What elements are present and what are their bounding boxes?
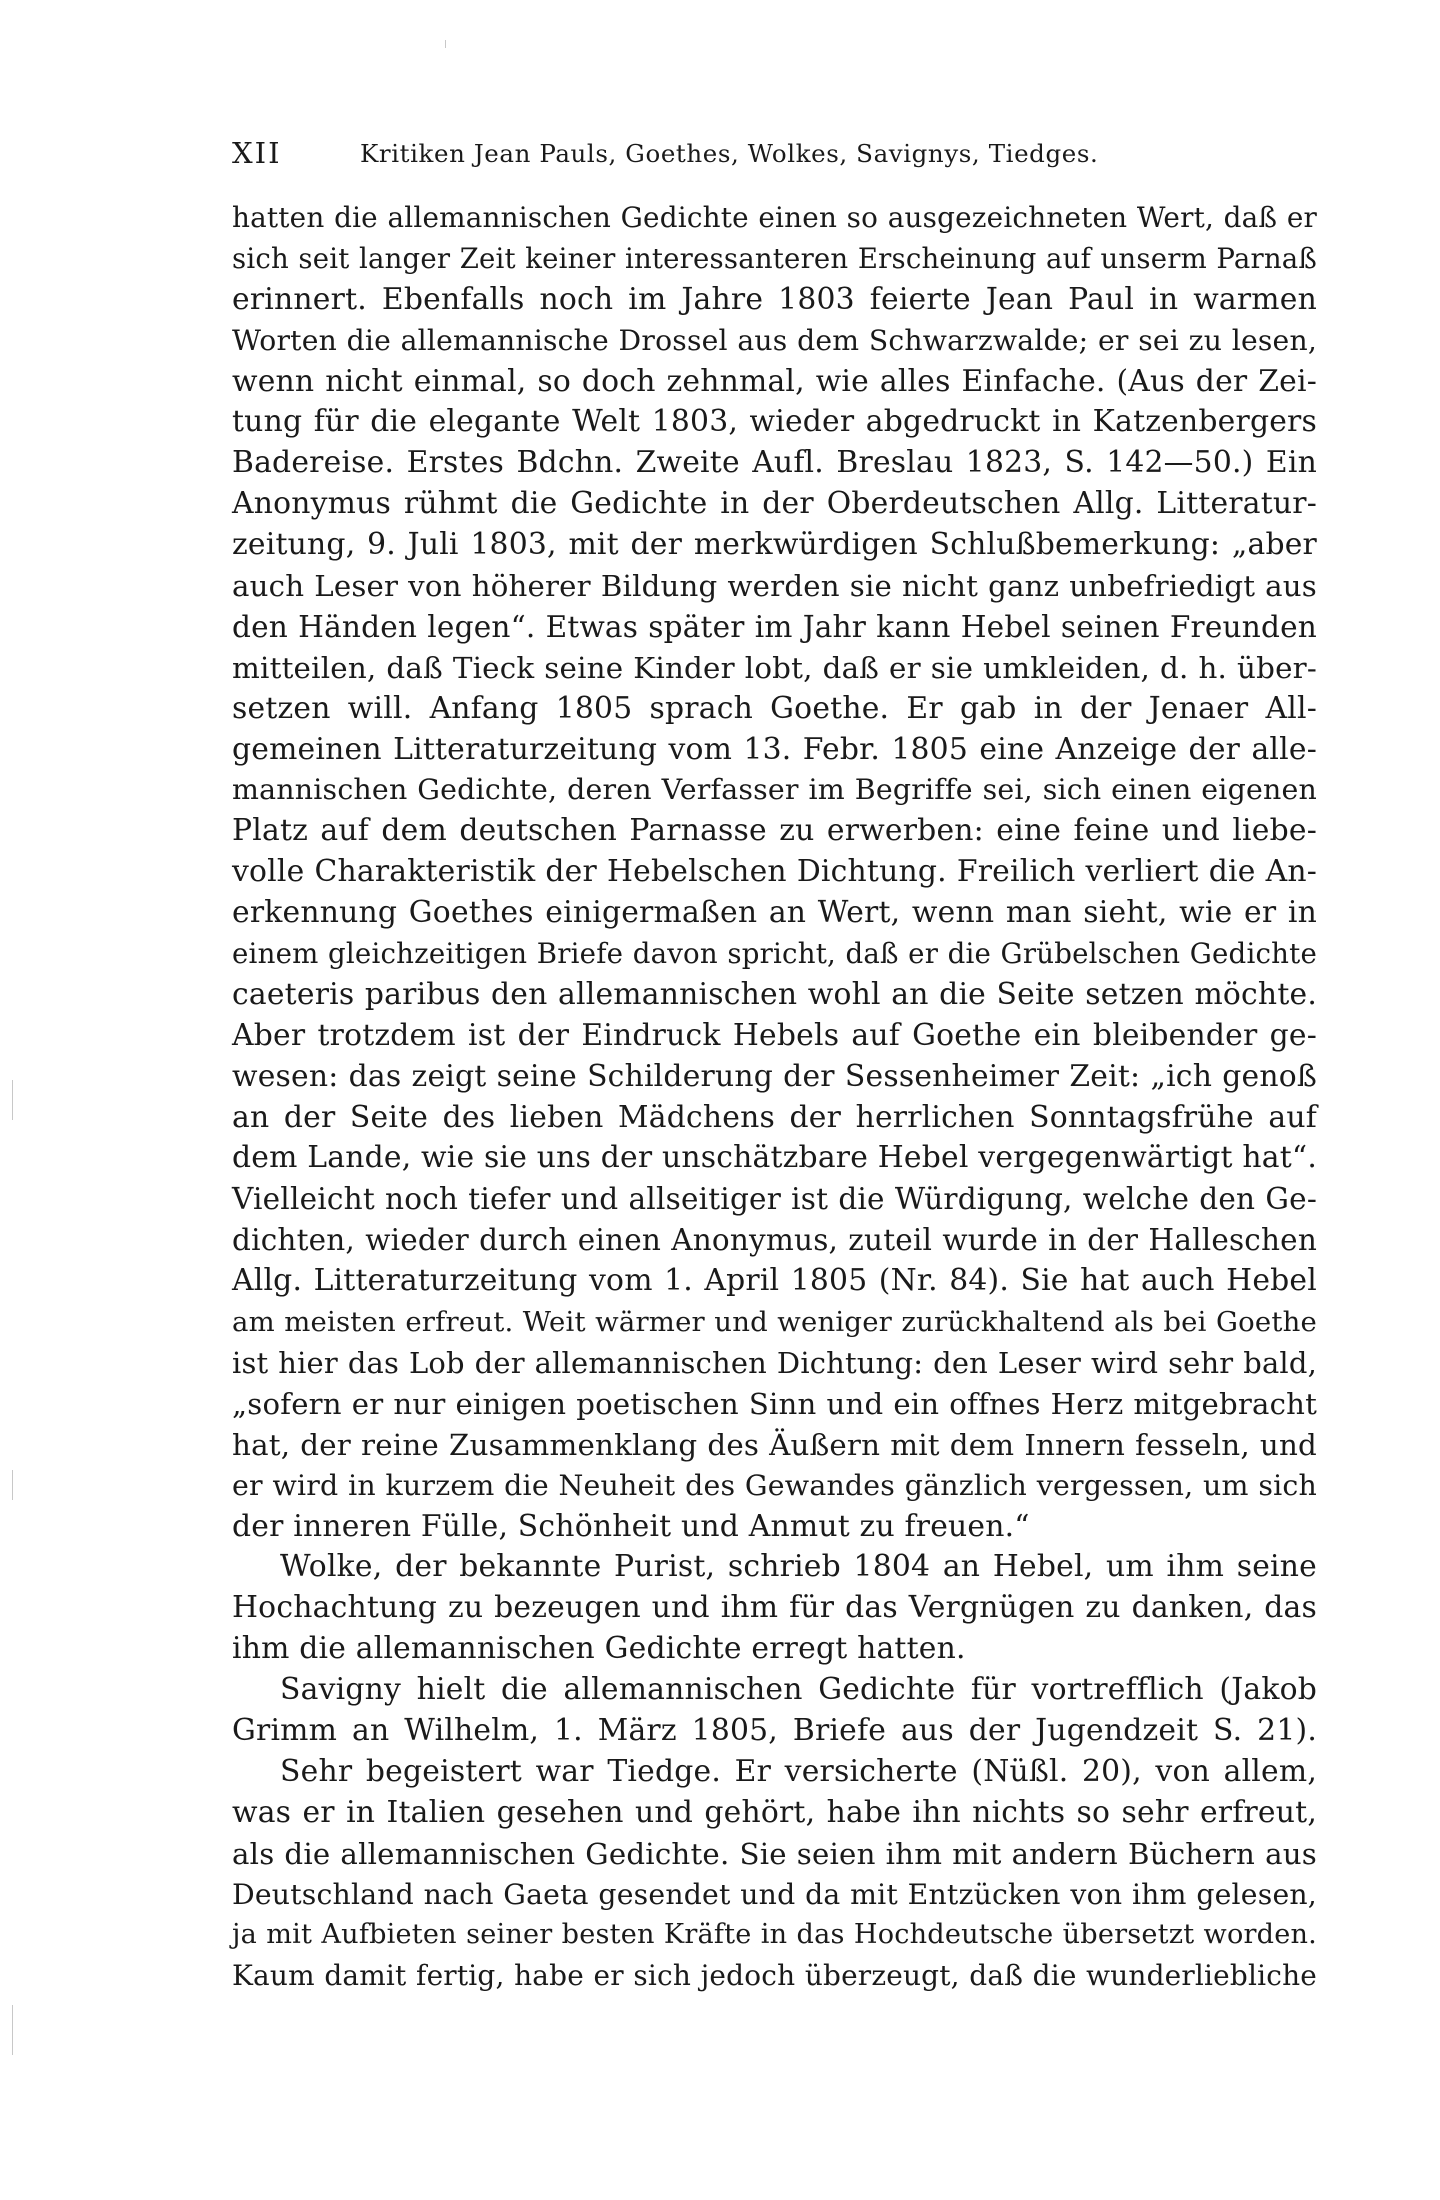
text-line: hatten die allemannischen Gedichte einen so ausgezeichneten Wert, daß er bbox=[232, 201, 1317, 234]
text-line: Badereise. Erstes Bdchn. Zweite Aufl. Breslau 1823, S. 142—50.) Ein bbox=[232, 445, 1317, 481]
page-number: XII bbox=[232, 136, 282, 170]
text-line: Allg. Litteraturzeitung vom 1. April 1805 (Nr. 84). Sie hat auch Hebel bbox=[232, 1263, 1317, 1299]
text-line: sich seit langer Zeit keiner interessanteren Erscheinung auf unserm Parnaß bbox=[232, 242, 1317, 275]
text-line: zeitung, 9. Juli 1803, mit der merkwürdigen Schlußbemerkung: „aber bbox=[232, 527, 1317, 563]
text-line: mannischen Gedichte, deren Verfasser im Begriffe sei, sich einen eigenen bbox=[232, 773, 1317, 807]
text-line: den Händen legen“. Etwas später im Jahr kann Hebel seinen Freunden bbox=[232, 609, 1317, 644]
text-line: einem gleichzeitigen Briefe davon spricht, daß er die Grübelschen Gedichte bbox=[232, 937, 1317, 971]
text-line: dichten, wieder durch einen Anonymus, zuteil wurde in der Halleschen bbox=[232, 1223, 1317, 1258]
paragraph-end-line: der inneren Fülle, Schönheit und Anmut zu freuen.“ bbox=[232, 1508, 1030, 1544]
text-line: als die allemannischen Gedichte. Sie seien ihm mit andern Büchern aus bbox=[232, 1836, 1317, 1871]
scan-margin-mark bbox=[12, 1080, 13, 1120]
text-line: wesen: das zeigt seine Schilderung der Sessenheimer Zeit: „ich genoß bbox=[232, 1058, 1317, 1094]
text-line: Worten die allemannische Drossel aus dem Schwarzwalde; er sei zu lesen, bbox=[232, 323, 1317, 357]
running-title: Kritiken Jean Pauls, Goethes, Wolkes, Savignys, Tiedges. bbox=[360, 139, 1099, 168]
text-line: „sofern er nur einigen poetischen Sinn und ein offnes Herz mitgebracht bbox=[232, 1386, 1317, 1421]
paragraph-start-line: Sehr begeistert war Tiedge. Er versicherte (Nüßl. 20), von allem, bbox=[280, 1753, 1317, 1789]
running-head bbox=[232, 136, 1317, 172]
body-text bbox=[232, 198, 1317, 1997]
text-line: wenn nicht einmal, so doch zehnmal, wie alles Einfache. (Aus der Zei- bbox=[232, 363, 1317, 399]
paragraph-start-line: Wolke, der bekannte Purist, schrieb 1804 an Hebel, um ihm seine bbox=[280, 1549, 1317, 1585]
text-line: Kaum damit fertig, habe er sich jedoch überzeugt, daß die wunderliebliche bbox=[232, 1959, 1317, 1993]
text-line: dem Lande, wie sie uns der unschätzbare Hebel vergegenwärtigt hat“. bbox=[232, 1140, 1317, 1176]
text-line: Aber trotzdem ist der Eindruck Hebels auf Goethe ein bleibender ge- bbox=[232, 1017, 1317, 1053]
scan-margin-mark bbox=[12, 2005, 13, 2055]
text-line: erkennung Goethes einigermaßen an Wert, wenn man sieht, wie er in bbox=[232, 895, 1317, 931]
text-line: am meisten erfreut. Weit wärmer und weniger zurückhaltend als bei Goethe bbox=[232, 1306, 1317, 1339]
scan-margin-mark bbox=[12, 1470, 13, 1500]
paragraph-end-line: Grimm an Wilhelm, 1. März 1805, Briefe aus der Jugendzeit S. 21). bbox=[232, 1712, 1317, 1748]
scan-margin-mark bbox=[445, 40, 446, 48]
text-line: Deutschland nach Gaeta gesendet und da mit Entzücken von ihm gelesen, bbox=[232, 1877, 1317, 1911]
text-line: mitteilen, daß Tieck seine Kinder lobt, daß er sie umkleiden, d. h. über- bbox=[232, 650, 1317, 685]
text-line: er wird in kurzem die Neuheit des Gewandes gänzlich vergessen, um sich bbox=[232, 1468, 1317, 1502]
text-line: caeteris paribus den allemannischen wohl an die Seite setzen möchte. bbox=[232, 976, 1317, 1012]
text-line: was er in Italien gesehen und gehört, habe ihn nichts so sehr erfreut, bbox=[232, 1794, 1317, 1830]
text-line: erinnert. Ebenfalls noch im Jahre 1803 feierte Jean Paul in warmen bbox=[232, 281, 1317, 317]
text-line: auch Leser von höherer Bildung werden sie nicht ganz unbefriedigt aus bbox=[232, 569, 1317, 604]
text-line: gemeinen Litteraturzeitung vom 13. Febr. 1805 eine Anzeige der alle- bbox=[232, 731, 1317, 767]
text-line: volle Charakteristik der Hebelschen Dichtung. Freilich verliert die An- bbox=[232, 854, 1317, 890]
text-line: Platz auf dem deutschen Parnasse zu erwerben: eine feine und liebe- bbox=[232, 813, 1317, 849]
text-line: ist hier das Lob der allemannischen Dichtung: den Leser wird sehr bald, bbox=[232, 1345, 1317, 1380]
paragraph-start-line: Savigny hielt die allemannischen Gedichte für vortrefflich (Jakob bbox=[280, 1672, 1317, 1708]
text-line: Hochachtung zu bezeugen und ihm für das Vergnügen zu danken, das bbox=[232, 1590, 1317, 1626]
text-line: hat, der reine Zusammenklang des Äußern mit dem Innern fesseln, und bbox=[232, 1427, 1317, 1462]
text-line: tung für die elegante Welt 1803, wieder abgedruckt in Katzenbergers bbox=[232, 404, 1317, 440]
paragraph-end-line: ihm die allemannischen Gedichte erregt hatten. bbox=[232, 1631, 966, 1667]
text-line: Vielleicht noch tiefer und allseitiger ist die Würdigung, welche den Ge- bbox=[232, 1182, 1317, 1217]
text-line: Anonymus rühmt die Gedichte in der Oberdeutschen Allg. Litteratur- bbox=[232, 486, 1317, 522]
text-line: ja mit Aufbieten seiner besten Kräfte in das Hochdeutsche übersetzt worden. bbox=[232, 1919, 1317, 1951]
text-line: setzen will. Anfang 1805 sprach Goethe. Er gab in der Jenaer All- bbox=[232, 690, 1317, 726]
text-line: an der Seite des lieben Mädchens der herrlichen Sonntagsfrühe auf bbox=[232, 1099, 1317, 1135]
